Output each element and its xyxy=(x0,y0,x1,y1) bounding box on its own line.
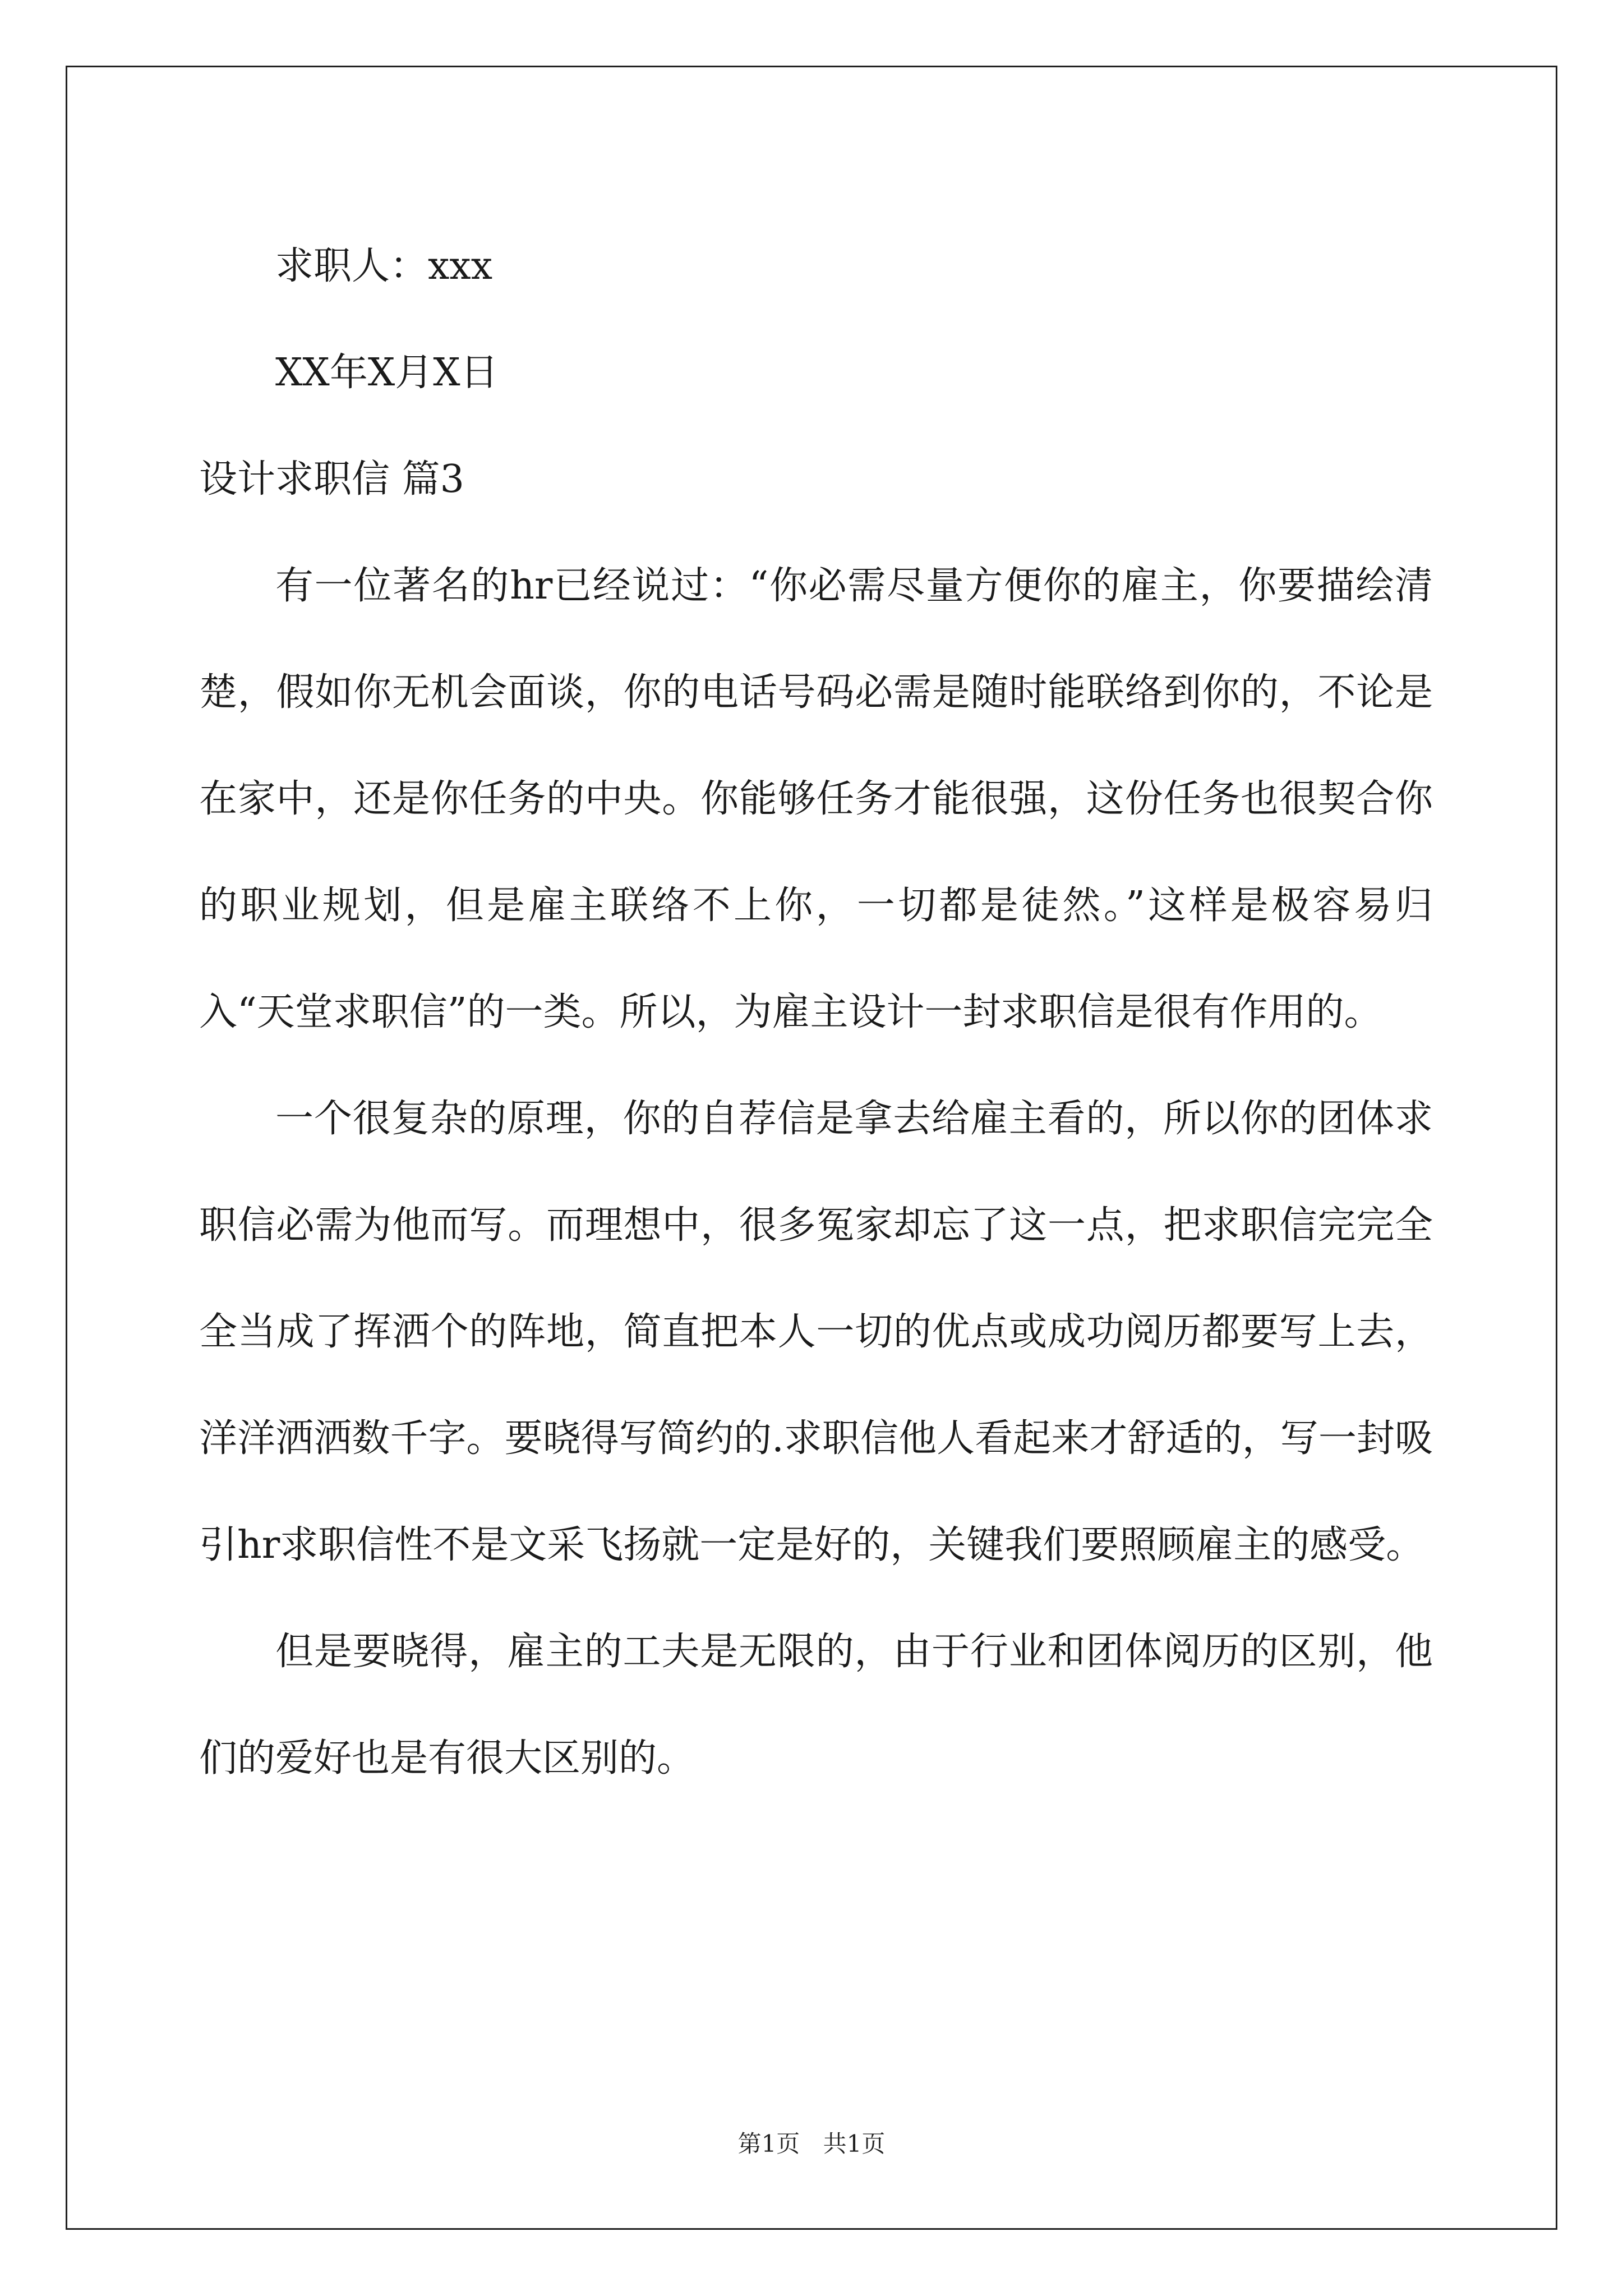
applicant-line: 求职人：xxx xyxy=(275,244,493,288)
total-pages: 共1页 xyxy=(823,2130,886,2157)
page-number: 第1页 xyxy=(737,2130,800,2157)
paragraph: 有一位著名的hr已经说过：“你必需尽量方便你的雇主，你要描绘清楚，假如你无机会面谈，你的电话号码必需是随时能联络到你的，不论是在家中，还是你任务的中央。你能够任务才能很强，这份任务也很契合你的职业规划，但是雇主联络不上你，一切都是徒然。”这样是极容易归入“天堂求职信”的一类。所以，为雇主设计一封求职信是很有作用的。 xyxy=(199,564,1433,1034)
page-footer xyxy=(0,2127,1623,2161)
document-body xyxy=(199,213,1433,1812)
section-heading: 设计求职信 篇3 xyxy=(199,457,464,501)
paragraph: 一个很复杂的原理，你的自荐信是拿去给雇主看的，所以你的团体求职信必需为他而写。而理想中，很多冤家却忘了这一点，把求职信完完全全当成了挥洒个的阵地，简直把本人一切的优点或成功阅历都要写上去，洋洋洒洒数千字。要晓得写简约的.求职信他人看起来才舒适的，写一封吸引hr求职信性不是文采飞扬就一定是好的，关键我们要照顾雇主的感受。 xyxy=(199,1097,1433,1567)
paragraph: 但是要晓得，雇主的工夫是无限的，由于行业和团体阅历的区别，他们的爱好也是有很大区别的。 xyxy=(199,1630,1433,1780)
date-line: XX年X月X日 xyxy=(275,351,499,395)
